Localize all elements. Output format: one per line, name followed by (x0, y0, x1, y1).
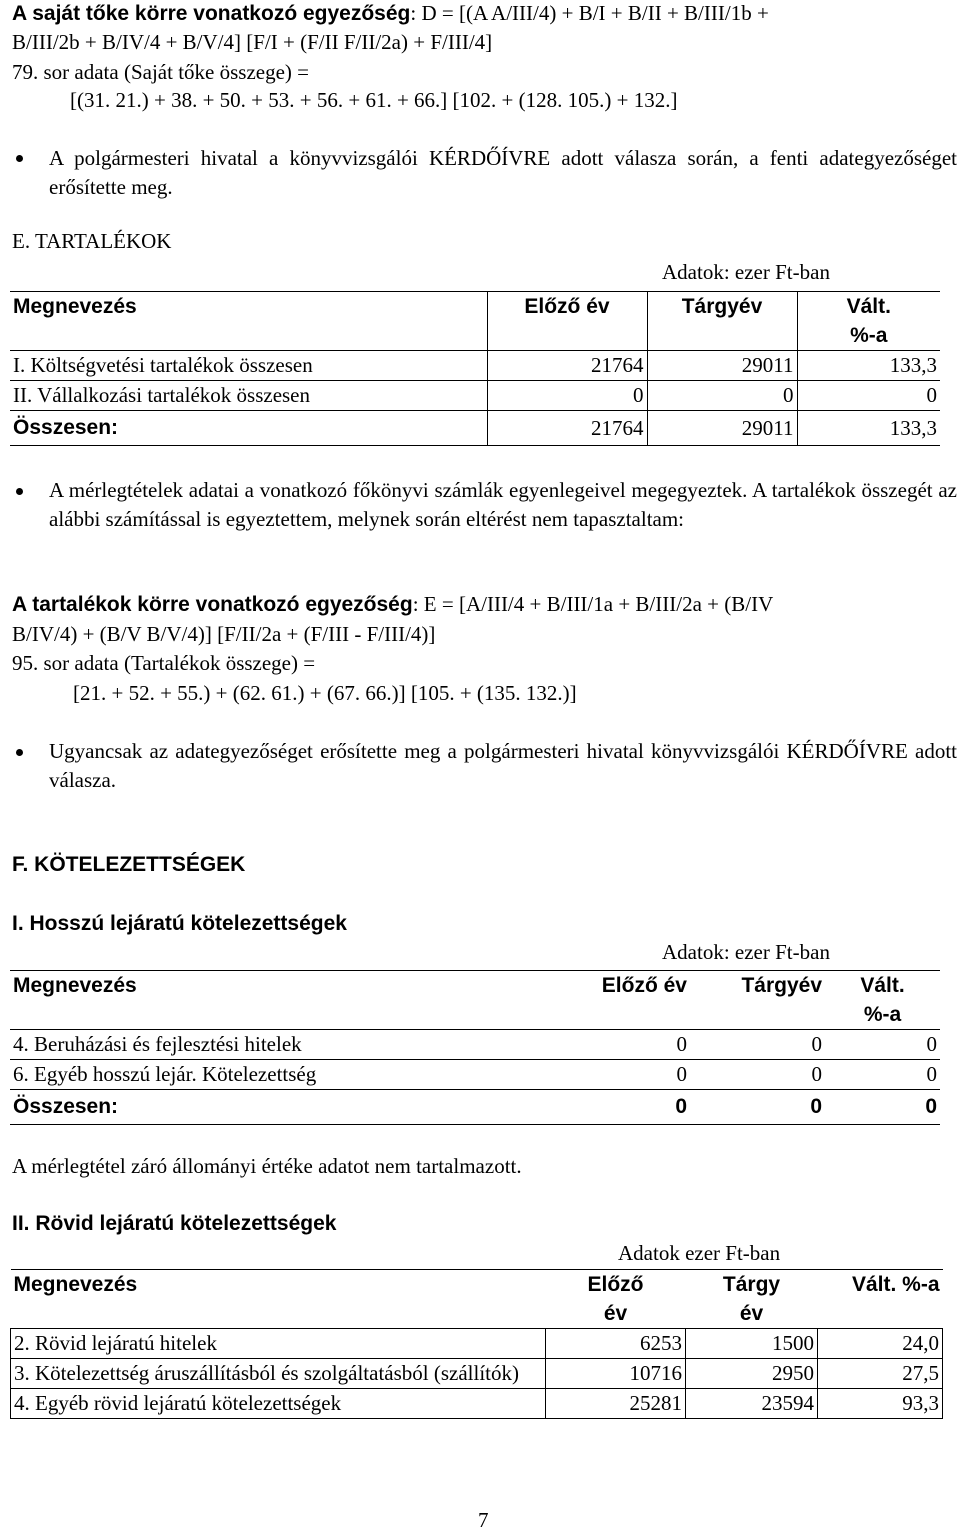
reserves-units: Adatok: ezer Ft-ban (662, 260, 830, 284)
table-row: I. Költségvetési tartalékok összesen 21764 29011 133,3 (10, 351, 940, 381)
table-row: 2. Rövid lejáratú hitelek 6253 1500 24,0 (11, 1329, 943, 1359)
reserves-table (10, 291, 940, 446)
equity-calc-line: [(31. 21.) + 38. + 50. + 53. + 56. + 61. + 66.] [102. + (128. 105.) + 132.] (70, 88, 678, 112)
equity-formula-line2: B/III/2b + B/IV/4 + B/V/4] [F/I + (F/II F/II/2a) + F/III/4] (12, 30, 493, 54)
col-header-name: Megnevezés (10, 292, 487, 351)
reserves-formula-heading: A tartalékok körre vonatkozó egyezőség (12, 593, 413, 616)
reserves-row-line: 95. sor adata (Tartalékok összege) = (12, 651, 316, 675)
reserves-formula-line1: A tartalékok körre vonatkozó egyezőség: E = [A/III/4 + B/III/1a + B/III/2a + (B/IV (12, 592, 774, 616)
bullet-icon (16, 749, 23, 756)
short-term-title: II. Rövid lejáratú kötelezettségek (12, 1212, 337, 1235)
liabilities-title: F. KÖTELEZETTSÉGEK (12, 853, 246, 876)
col-header-curr: Tárgyév (647, 292, 797, 351)
reserves-title: E. TARTALÉKOK (12, 229, 172, 253)
table-header-row (10, 292, 940, 322)
bullet-icon (16, 488, 23, 495)
reserves-bullet-text: A mérlegtételek adatai a vonatkozó főkönyvi számlák egyenlegeivel megegyeztek. A tartalékok összegét az alábbi számítással is egyeztettem, melynek során eltérést nem tapasztaltam: (49, 478, 957, 531)
long-term-title: I. Hosszú lejáratú kötelezettségek (12, 912, 347, 935)
long-term-units: Adatok: ezer Ft-ban (662, 940, 830, 964)
reserves-formula-line2: B/IV/4) + (B/V B/V/4)] [F/II/2a + (F/III - F/III/4)] (12, 622, 436, 646)
reserves-calc-line: [21. + 52. + 55.) + (62. 61.) + (67. 66.)] [105. + (135. 132.)] (73, 681, 577, 705)
table-row: 6. Egyéb hosszú lejár. Kötelezettség 0 0 0 (10, 1060, 940, 1090)
page-number: 7 (478, 1508, 489, 1532)
col-header-prev: Előző év (487, 292, 647, 351)
equity-formula-heading: A saját tőke körre vonatkozó egyezőség (12, 2, 411, 25)
table-total-row: Összesen: 21764 29011 133,3 (10, 411, 940, 446)
table-row: 3. Kötelezettség áruszállításból és szolgáltatásból (szállítók) 10716 2950 27,5 (11, 1359, 943, 1389)
bullet-icon (16, 155, 23, 162)
equity-bullet-text: A polgármesteri hivatal a könyvvizsgálói KÉRDŐÍVRE adott válasza során, a fenti adategyezőséget erősítette meg. (49, 146, 957, 199)
equity-formula-line1: A saját tőke körre vonatkozó egyezőség: D = [(A A/III/4) + B/I + B/II + B/III/1b + (12, 1, 769, 25)
short-term-units: Adatok ezer Ft-ban (618, 1241, 781, 1265)
reserves-bullet2-text: Ugyancsak az adategyezőséget erősítette meg a polgármesteri hivatal könyvvizsgálói KÉRDŐÍVRE adott válasza. (49, 739, 957, 792)
table-row: 4. Beruházási és fejlesztési hitelek 0 0 0 (10, 1030, 940, 1060)
long-term-note: A mérlegtétel záró állományi értéke adatot nem tartalmazott. (12, 1154, 522, 1178)
table-header-row: Megnevezés Előző év Tárgyév Vált. (10, 971, 940, 1001)
col-header-chg: Vált. (797, 292, 940, 322)
long-term-table: Megnevezés Előző év Tárgyév Vált. %-a 4. Beruházási és fejlesztési hitelek 0 0 0 6. Egyéb hosszú lejár. Kötelezettség 0 0 0 Összesen: 0 0 0 (10, 970, 940, 1125)
col-header-chg-sub: %-a (850, 324, 888, 347)
short-term-table (10, 1269, 943, 1419)
table-row: 4. Egyéb rövid lejáratú kötelezettségek 25281 23594 93,3 (11, 1389, 943, 1419)
table-header-row: Megnevezés Előző év Tárgy év Vált. %-a (11, 1270, 943, 1329)
table-row: II. Vállalkozási tartalékok összesen 0 0 0 (10, 381, 940, 411)
equity-row-line: 79. sor adata (Saját tőke összege) = (12, 60, 309, 84)
table-total-row: Összesen: 0 0 0 (10, 1090, 940, 1125)
